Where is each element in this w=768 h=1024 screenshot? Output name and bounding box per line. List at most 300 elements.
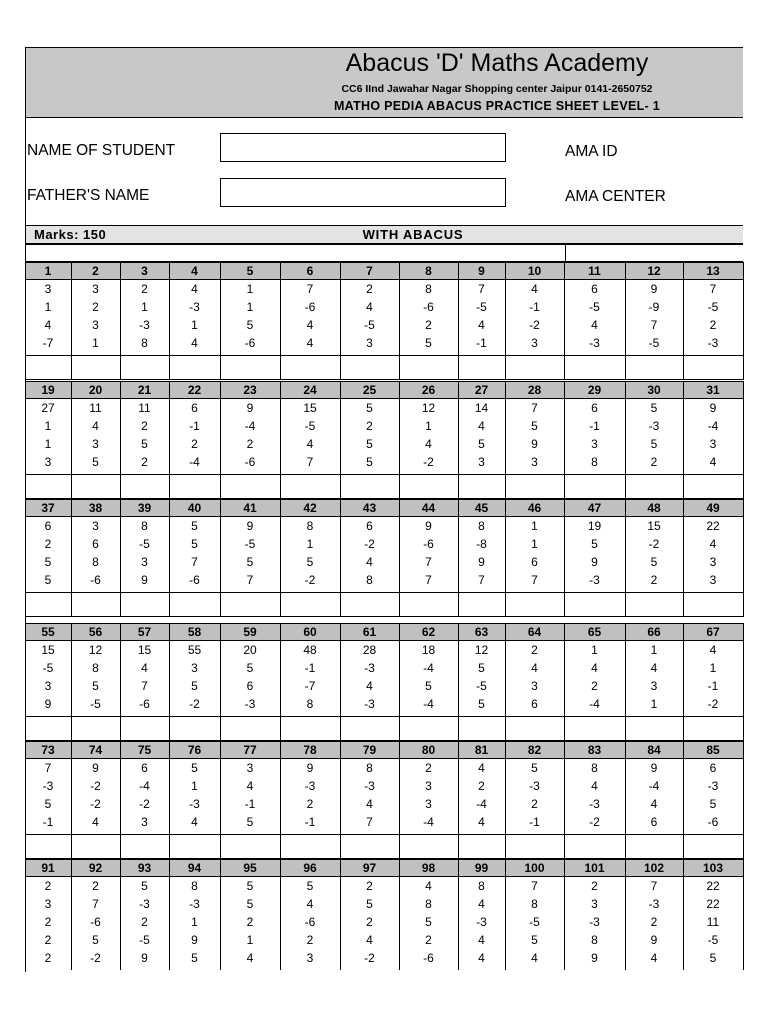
problem-value: 2 xyxy=(425,318,432,332)
problem-value: -2 xyxy=(90,951,101,965)
answer-cell[interactable] xyxy=(341,356,399,379)
problem-value: 5 xyxy=(306,555,314,569)
problem-value: 7 xyxy=(531,879,538,893)
problem-value: -2 xyxy=(304,573,316,587)
problem-value: 4 xyxy=(92,815,99,829)
problem-value: 4 xyxy=(366,797,373,811)
problem-value: 5 xyxy=(92,455,99,469)
problem-number: 41 xyxy=(243,501,257,515)
answer-cell[interactable] xyxy=(26,835,71,858)
problem-value: 7 xyxy=(478,573,485,587)
problem-value: 2 xyxy=(246,915,254,929)
problem-value: 3 xyxy=(591,437,598,451)
problem-number: 9 xyxy=(478,264,485,278)
answer-cell[interactable] xyxy=(281,717,340,740)
problem-value: 2 xyxy=(478,779,485,793)
problem-number: 75 xyxy=(137,743,152,757)
problem-value: -5 xyxy=(364,318,375,332)
answer-cell[interactable] xyxy=(459,475,505,498)
problem-value: 4 xyxy=(246,951,254,965)
answer-cell[interactable] xyxy=(459,835,505,858)
problem-value: 27 xyxy=(41,401,55,415)
answer-cell[interactable] xyxy=(565,593,625,616)
problem-value: 5 xyxy=(44,555,52,569)
problem-value: 3 xyxy=(44,455,52,469)
problem-value: 3 xyxy=(591,897,598,911)
problem-value: 15 xyxy=(303,401,317,415)
answer-cell[interactable] xyxy=(506,356,564,379)
problem-value: 5 xyxy=(191,951,198,965)
problem-value: 3 xyxy=(141,555,148,569)
problem-value: 7 xyxy=(425,555,432,569)
problem-value: 8 xyxy=(366,573,373,587)
answer-cell[interactable] xyxy=(281,593,340,616)
problem-value: -6 xyxy=(244,455,256,469)
answer-cell[interactable] xyxy=(459,356,505,379)
problem-value: 4 xyxy=(44,318,52,332)
col-divider xyxy=(743,262,744,379)
row-divider xyxy=(25,516,744,517)
answer-cell[interactable] xyxy=(26,475,71,498)
problem-value: 1 xyxy=(246,282,254,296)
problem-value: 4 xyxy=(306,437,314,451)
row-divider xyxy=(25,381,744,382)
problem-value: 5 xyxy=(246,815,254,829)
answer-cell[interactable] xyxy=(626,593,683,616)
problem-value: 5 xyxy=(44,797,52,811)
problem-number: 28 xyxy=(527,383,542,397)
answer-cell[interactable] xyxy=(121,835,169,858)
answer-cell[interactable] xyxy=(565,835,625,858)
answer-cell[interactable] xyxy=(281,356,340,379)
problem-number: 103 xyxy=(702,861,724,875)
col-divider xyxy=(743,381,744,498)
problem-value: -3 xyxy=(364,779,375,793)
answer-cell[interactable] xyxy=(400,835,458,858)
answer-cell[interactable] xyxy=(506,835,564,858)
answer-cell[interactable] xyxy=(170,356,220,379)
problem-number: 92 xyxy=(88,861,103,875)
problem-number: 31 xyxy=(706,383,720,397)
problem-value: 4 xyxy=(191,336,198,350)
problem-value: -5 xyxy=(476,679,487,693)
problem-value: 2 xyxy=(650,915,658,929)
problem-value: 4 xyxy=(478,761,485,775)
problem-value: -6 xyxy=(707,815,719,829)
problem-value: -5 xyxy=(244,537,256,551)
marks-label: Marks: 150 xyxy=(34,227,107,242)
problem-value: 6 xyxy=(709,761,717,775)
answer-cell[interactable] xyxy=(626,475,683,498)
problem-value: -4 xyxy=(189,455,200,469)
problem-value: 3 xyxy=(92,519,99,533)
problem-value: 9 xyxy=(246,401,254,415)
answer-cell[interactable] xyxy=(459,717,505,740)
answer-cell[interactable] xyxy=(26,356,71,379)
problem-value: 7 xyxy=(425,573,432,587)
answer-cell[interactable] xyxy=(684,593,743,616)
problem-value: 6 xyxy=(191,401,198,415)
problem-value: 7 xyxy=(650,879,658,893)
academy-address: CC6 IInd Jawahar Nagar Shopping center Jaipur 0141-2650752 xyxy=(341,83,653,95)
col-divider xyxy=(743,741,744,858)
problem-number: 74 xyxy=(88,743,103,757)
problem-number: 77 xyxy=(243,743,257,757)
problem-value: 2 xyxy=(425,933,432,947)
row-divider xyxy=(25,279,744,280)
answer-cell[interactable] xyxy=(565,356,625,379)
problem-value: 3 xyxy=(478,455,485,469)
problem-number: 7 xyxy=(366,264,373,278)
problem-value: 1 xyxy=(531,519,538,533)
problem-value: 8 xyxy=(141,519,148,533)
problem-value: -2 xyxy=(707,697,719,711)
problem-value: -7 xyxy=(42,336,54,350)
answer-cell[interactable] xyxy=(400,356,458,379)
problem-value: 4 xyxy=(478,897,485,911)
problem-value: 6 xyxy=(531,697,538,711)
answer-cell[interactable] xyxy=(221,475,280,498)
problem-value: 2 xyxy=(366,915,373,929)
problem-value: -4 xyxy=(139,779,150,793)
problem-value: 9 xyxy=(246,519,254,533)
problem-value: 8 xyxy=(306,519,314,533)
problem-value: 3 xyxy=(366,336,373,350)
problem-value: 5 xyxy=(709,797,717,811)
problem-number: 80 xyxy=(421,743,436,757)
problem-value: -2 xyxy=(90,797,101,811)
problem-value: 5 xyxy=(425,679,432,693)
problem-value: 5 xyxy=(141,879,148,893)
problem-value: -3 xyxy=(244,697,256,711)
problem-value: 2 xyxy=(44,915,52,929)
problem-value: 8 xyxy=(591,761,598,775)
problem-value: 6 xyxy=(366,519,373,533)
problem-value: 4 xyxy=(366,300,373,314)
problem-value: -3 xyxy=(364,697,375,711)
problem-number: 6 xyxy=(306,264,314,278)
answer-cell[interactable] xyxy=(400,475,458,498)
answer-cell[interactable] xyxy=(626,356,683,379)
answer-cell[interactable] xyxy=(221,593,280,616)
problem-value: -3 xyxy=(529,779,540,793)
problem-value: 5 xyxy=(531,933,538,947)
problem-value: 55 xyxy=(187,643,202,657)
problem-value: 5 xyxy=(141,437,148,451)
problem-value: -5 xyxy=(139,933,150,947)
problem-value: 15 xyxy=(647,519,661,533)
problem-value: -6 xyxy=(90,915,101,929)
problem-value: 4 xyxy=(591,318,598,332)
problem-value: 4 xyxy=(366,555,373,569)
problem-value: 4 xyxy=(591,661,598,675)
problem-value: 3 xyxy=(650,679,658,693)
problem-value: -3 xyxy=(707,336,719,350)
problem-number: 22 xyxy=(187,383,202,397)
problem-value: 8 xyxy=(306,697,314,711)
problem-value: 5 xyxy=(191,761,198,775)
problem-value: 5 xyxy=(191,519,198,533)
problem-number: 30 xyxy=(647,383,661,397)
problem-value: -3 xyxy=(42,779,54,793)
problem-value: 1 xyxy=(246,933,254,947)
problem-value: 4 xyxy=(591,779,598,793)
problem-number: 40 xyxy=(187,501,202,515)
problem-value: 2 xyxy=(531,797,538,811)
problem-value: -2 xyxy=(139,797,150,811)
problem-value: 6 xyxy=(44,519,52,533)
problem-value: 4 xyxy=(650,661,658,675)
problem-value: -5 xyxy=(529,915,540,929)
problem-value: 4 xyxy=(366,933,373,947)
answer-cell[interactable] xyxy=(72,356,120,379)
problem-value: -1 xyxy=(244,797,256,811)
problem-number: 85 xyxy=(706,743,720,757)
problem-value: -5 xyxy=(648,336,660,350)
problem-value: 2 xyxy=(92,300,99,314)
problem-number: 23 xyxy=(243,383,257,397)
answer-cell[interactable] xyxy=(341,593,399,616)
problem-value: -2 xyxy=(189,697,200,711)
answer-cell[interactable] xyxy=(684,835,743,858)
problem-value: -4 xyxy=(707,419,719,433)
problem-value: 1 xyxy=(709,661,717,675)
answer-cell[interactable] xyxy=(565,475,625,498)
answer-cell[interactable] xyxy=(72,475,120,498)
problem-value: 7 xyxy=(650,318,658,332)
problem-value: 5 xyxy=(246,879,254,893)
problem-value: -1 xyxy=(304,815,316,829)
problem-value: 5 xyxy=(650,401,658,415)
answer-cell[interactable] xyxy=(72,717,120,740)
problem-value: 2 xyxy=(650,573,658,587)
problem-value: -1 xyxy=(476,336,487,350)
problem-value: -6 xyxy=(423,300,434,314)
problem-value: 4 xyxy=(650,797,658,811)
row-divider xyxy=(25,741,744,742)
problem-value: 2 xyxy=(366,419,373,433)
problem-value: 1 xyxy=(650,697,658,711)
answer-cell[interactable] xyxy=(341,835,399,858)
problem-value: -3 xyxy=(589,915,600,929)
problem-value: 4 xyxy=(478,933,485,947)
problem-value: 5 xyxy=(650,437,658,451)
problem-value: -6 xyxy=(304,915,316,929)
problem-number: 48 xyxy=(647,501,661,515)
answer-cell[interactable] xyxy=(121,717,169,740)
problem-number: 62 xyxy=(421,625,436,639)
answer-cell[interactable] xyxy=(221,835,280,858)
problem-value: -4 xyxy=(423,815,434,829)
row-divider xyxy=(25,616,744,617)
problem-value: 4 xyxy=(425,437,432,451)
problem-value: 19 xyxy=(587,519,602,533)
problem-value: 8 xyxy=(531,897,538,911)
answer-cell[interactable] xyxy=(684,717,743,740)
problem-value: 5 xyxy=(366,437,373,451)
answer-cell[interactable] xyxy=(26,593,71,616)
answer-cell[interactable] xyxy=(684,356,743,379)
problem-number: 43 xyxy=(362,501,377,515)
problem-value: -1 xyxy=(304,661,316,675)
answer-cell[interactable] xyxy=(121,475,169,498)
answer-cell[interactable] xyxy=(121,356,169,379)
problem-value: 3 xyxy=(191,661,198,675)
answer-cell[interactable] xyxy=(506,593,564,616)
problem-value: 5 xyxy=(366,455,373,469)
answer-cell[interactable] xyxy=(341,717,399,740)
problem-value: -2 xyxy=(423,455,434,469)
problem-value: 4 xyxy=(650,951,658,965)
problem-value: -4 xyxy=(423,661,434,675)
problem-value: 11 xyxy=(138,401,151,415)
answer-cell[interactable] xyxy=(72,835,120,858)
problem-number: 102 xyxy=(643,861,665,875)
problem-value: 4 xyxy=(306,897,314,911)
problem-value: 4 xyxy=(709,643,717,657)
problem-value: 4 xyxy=(478,419,485,433)
answer-cell[interactable] xyxy=(400,717,458,740)
problem-value: -6 xyxy=(423,951,434,965)
problem-value: 2 xyxy=(591,679,598,693)
problem-value: 1 xyxy=(191,915,198,929)
answer-cell[interactable] xyxy=(26,717,71,740)
problem-value: 3 xyxy=(44,679,52,693)
problem-value: 9 xyxy=(650,761,658,775)
problem-value: -3 xyxy=(589,573,600,587)
problem-value: 1 xyxy=(44,419,52,433)
problem-value: 8 xyxy=(141,336,148,350)
problem-value: 4 xyxy=(478,951,485,965)
problem-value: 8 xyxy=(591,455,598,469)
row-divider xyxy=(25,758,744,759)
answer-cell[interactable] xyxy=(170,717,220,740)
problem-value: 3 xyxy=(531,455,538,469)
answer-cell[interactable] xyxy=(684,475,743,498)
answer-cell[interactable] xyxy=(72,593,120,616)
problem-value: 12 xyxy=(421,401,436,415)
problem-value: -2 xyxy=(90,779,101,793)
problem-value: 5 xyxy=(709,951,717,965)
problem-number: 97 xyxy=(362,861,377,875)
problem-value: 7 xyxy=(366,815,373,829)
answer-cell[interactable] xyxy=(221,356,280,379)
problem-value: 5 xyxy=(246,661,254,675)
problem-value: 2 xyxy=(306,933,314,947)
problem-value: 15 xyxy=(41,643,55,657)
problem-value: 4 xyxy=(531,951,538,965)
problem-value: 3 xyxy=(709,573,717,587)
problem-value: -5 xyxy=(589,300,600,314)
problem-value: 7 xyxy=(141,679,148,693)
answer-cell[interactable] xyxy=(170,593,220,616)
problem-value: 8 xyxy=(92,555,99,569)
problem-value: 4 xyxy=(709,537,717,551)
problem-number: 81 xyxy=(474,743,489,757)
answer-cell[interactable] xyxy=(281,835,340,858)
answer-cell[interactable] xyxy=(400,593,458,616)
father-name-label: FATHER'S NAME xyxy=(27,187,150,204)
answer-cell[interactable] xyxy=(626,717,683,740)
problem-value: 3 xyxy=(531,336,538,350)
problem-value: 6 xyxy=(141,761,148,775)
problem-value: -3 xyxy=(476,915,487,929)
problem-value: 1 xyxy=(44,437,52,451)
answer-cell[interactable] xyxy=(221,717,280,740)
problem-value: 7 xyxy=(306,455,314,469)
problem-value: 1 xyxy=(425,419,432,433)
problem-number: 57 xyxy=(137,625,152,639)
problem-number: 100 xyxy=(524,861,545,875)
problem-value: 3 xyxy=(425,797,432,811)
problem-value: -4 xyxy=(423,697,434,711)
answer-cell[interactable] xyxy=(506,475,564,498)
problem-value: 2 xyxy=(650,455,658,469)
problem-value: -3 xyxy=(589,336,600,350)
problem-value: 8 xyxy=(92,661,99,675)
problem-value: 5 xyxy=(366,897,373,911)
problem-value: 5 xyxy=(92,679,99,693)
problem-value: -3 xyxy=(648,419,660,433)
student-name-label: NAME OF STUDENT xyxy=(27,142,176,159)
problem-value: 9 xyxy=(478,555,485,569)
answer-cell[interactable] xyxy=(341,475,399,498)
problem-value: 5 xyxy=(92,933,99,947)
problem-number: 58 xyxy=(187,625,202,639)
ama-id-label: AMA ID xyxy=(565,143,618,160)
row-divider xyxy=(25,398,744,399)
problem-value: 2 xyxy=(141,419,148,433)
problem-value: 5 xyxy=(478,697,485,711)
answer-cell[interactable] xyxy=(565,717,625,740)
problem-value: -2 xyxy=(529,318,540,332)
problem-value: 11 xyxy=(706,915,720,929)
problem-value: -3 xyxy=(589,797,600,811)
problem-value: 2 xyxy=(246,437,254,451)
problem-value: 4 xyxy=(141,661,148,675)
problem-value: 1 xyxy=(191,779,198,793)
answer-cell[interactable] xyxy=(626,835,683,858)
problem-value: 3 xyxy=(709,555,717,569)
problem-value: 2 xyxy=(92,879,99,893)
problem-number: 44 xyxy=(421,501,436,515)
problem-value: 6 xyxy=(531,555,538,569)
problem-value: 48 xyxy=(303,643,317,657)
answer-cell[interactable] xyxy=(459,593,505,616)
problem-value: 9 xyxy=(191,933,198,947)
answer-cell[interactable] xyxy=(170,475,220,498)
problem-number: 83 xyxy=(587,743,602,757)
problem-value: 5 xyxy=(306,879,314,893)
problem-value: 4 xyxy=(531,661,538,675)
problem-number: 1 xyxy=(44,264,52,278)
problem-value: 5 xyxy=(425,915,432,929)
answer-cell[interactable] xyxy=(121,593,169,616)
answer-cell[interactable] xyxy=(170,835,220,858)
problem-value: 4 xyxy=(246,779,254,793)
answer-cell[interactable] xyxy=(281,475,340,498)
answer-cell[interactable] xyxy=(506,717,564,740)
problem-value: 2 xyxy=(591,879,598,893)
problem-value: 22 xyxy=(706,879,720,893)
problem-value: 1 xyxy=(92,336,99,350)
problem-value: 2 xyxy=(306,797,314,811)
problem-value: 9 xyxy=(141,573,148,587)
problem-value: 2 xyxy=(366,879,373,893)
problem-value: -4 xyxy=(589,697,600,711)
problem-value: 1 xyxy=(650,643,658,657)
problem-value: -8 xyxy=(476,537,487,551)
